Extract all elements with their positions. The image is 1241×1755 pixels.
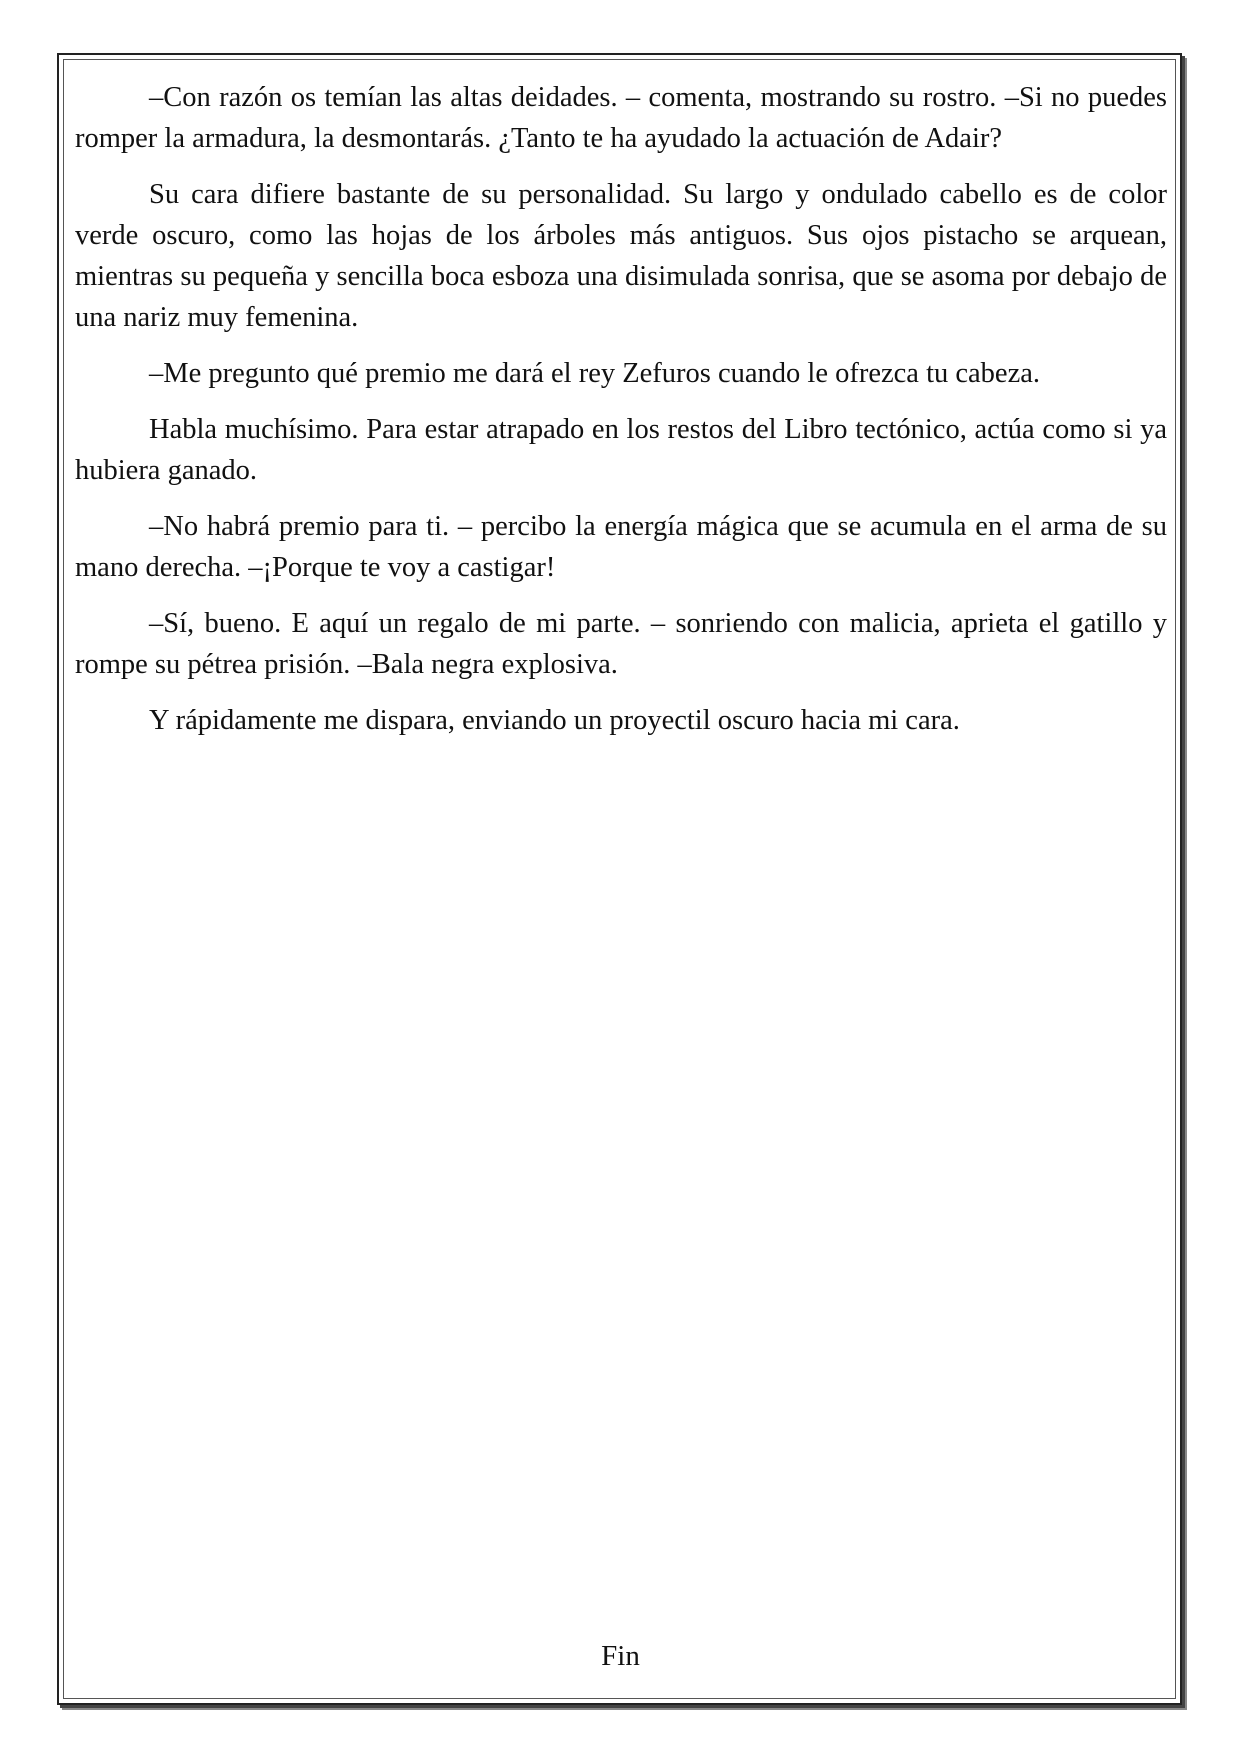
paragraph: –Sí, bueno. E aquí un regalo de mi parte. – sonriendo con malicia, aprieta el gatillo y rompe su pétrea prisión. –Bala negra explosiva. xyxy=(75,608,1167,680)
paragraph: –Con razón os temían las altas deidades. – comenta, mostrando su rostro. –Si no puedes romper la armadura, la desmontarás. ¿Tanto te ha ayudado la actuación de Adair? xyxy=(75,82,1167,154)
paragraph: –Me pregunto qué premio me dará el rey Zefuros cuando le ofrezca tu cabeza. xyxy=(149,358,1040,389)
paragraph: Su cara difiere bastante de su personalidad. Su largo y ondulado cabello es de color verde oscuro, como las hojas de los árboles más antiguos. Sus ojos pistacho se arquean, mientras su pequeña y sencilla boca esboza una disimulada sonrisa, que se asoma por debajo de una nariz muy femenina. xyxy=(75,179,1167,333)
paragraph: Y rápidamente me dispara, enviando un proyectil oscuro hacia mi cara. xyxy=(149,705,960,736)
document-body xyxy=(75,77,1167,756)
paragraph: –No habrá premio para ti. – percibo la energía mágica que se acumula en el arma de su mano derecha. –¡Porque te voy a castigar! xyxy=(75,511,1167,583)
paragraph: Habla muchísimo. Para estar atrapado en los restos del Libro tectónico, actúa como si ya hubiera ganado. xyxy=(75,414,1167,486)
closing-word: Fin xyxy=(601,1640,640,1672)
